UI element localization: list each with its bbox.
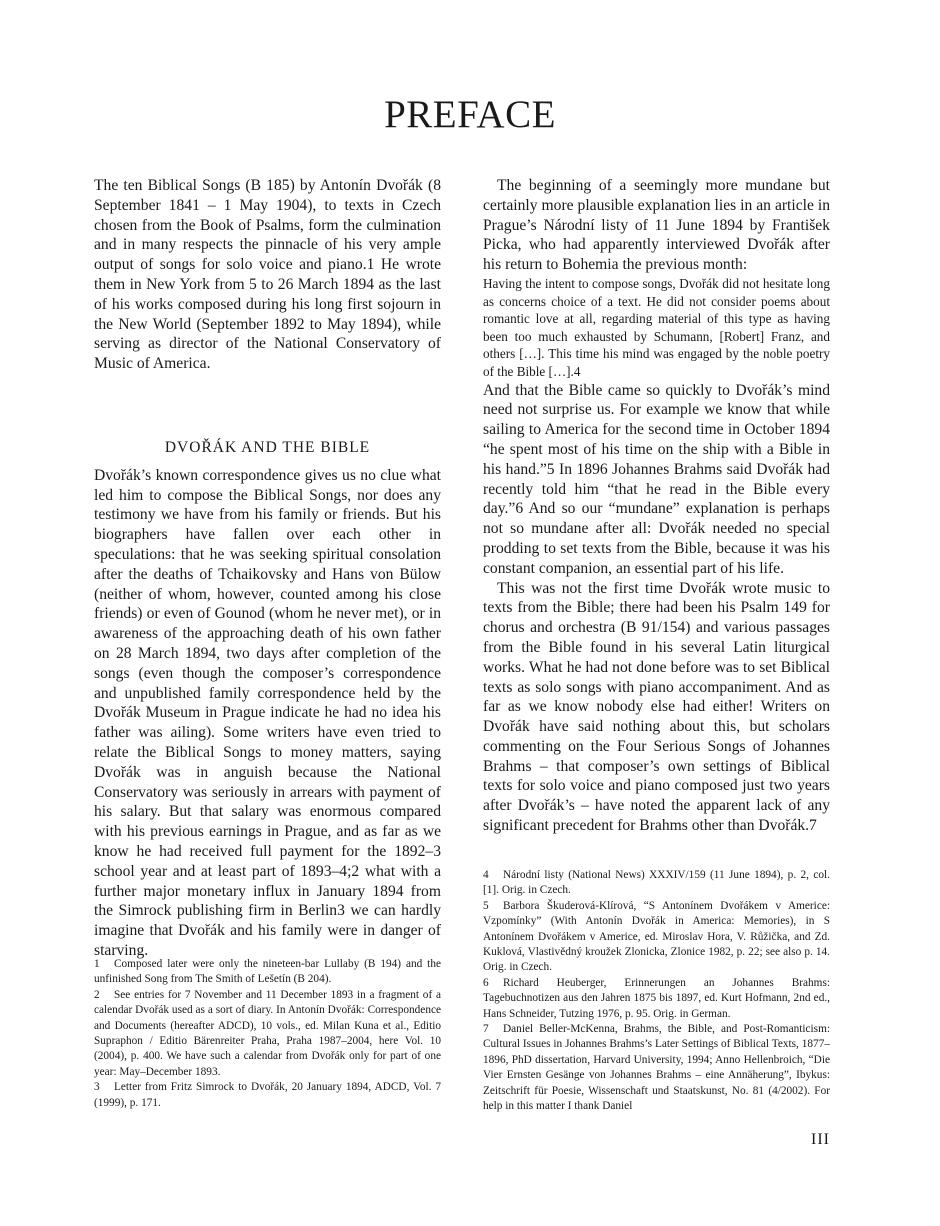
footnote-text: Národní listy (National News) XXXIV/159 (11 June 1894), p. 2, col. [1]. Orig. in Czech.: [483, 869, 830, 897]
section-heading: DVOŘÁK AND THE BIBLE: [164, 438, 371, 456]
footnote: [483, 976, 830, 1022]
intro-paragraph: The ten Biblical Songs (B 185) by Antonín Dvořák (8 September 1841 – 1 May 1904), to texts in Czech chosen from the Book of Psalms, form the culmination and in many respects the pinnacle of his very ample output of songs for solo voice and piano.1 He wrote them in New York from 5 to 26 March 1894 as the last of his works composed during his long first sojourn in the New World (September 1892 to May 1894), while serving as director of the National Conservatory of Music of America.: [94, 177, 441, 373]
footnote-text: Richard Heuberger, Erinnerungen an Johannes Brahms: Tagebuchnotizen aus den Jahren 1875 bis 1897, ed. Kurt Hofmann, 2nd ed., Hans Schneider, Tutzing 1976, p. 95. Orig. in German.: [483, 976, 830, 1020]
footnote-number: 6: [483, 976, 489, 989]
footnote-number: 4: [483, 869, 489, 881]
footnote-number: 7: [483, 1023, 489, 1036]
block-quote: Having the intent to compose songs, Dvořák did not hesitate long as concerns choice of a text. He did not consider poems about romantic love at all, regarding material of this type as having been too much exhausted by Schumann, [Robert] Franz, and others […]. This time his mind was engaged by the noble poetry of the Bible […].4: [483, 275, 830, 379]
left-column: [94, 176, 441, 961]
footnotes-left: [94, 957, 441, 1111]
footnote: [94, 957, 441, 988]
footnote-number: 2: [94, 988, 100, 1001]
footnote: [483, 1022, 830, 1114]
right-column: [483, 176, 830, 836]
body-paragraph: Dvořák’s known correspondence gives us no clue what led him to compose the Biblical Songs, nor does any testimony we have from his family or friends. But his biographers have fallen over each other in speculations: that he was seeking spiritual consolation after the deaths of Tchaikovsky and Hans von Bülow (neither of whom, however, counted among his close friends) or even of Gounod (whom he never met), or in awareness of the approaching death of his own father on 28 March 1894, two days after completion of the songs (even though the composer’s correspondence and unpublished family correspondence held by the Dvořák Museum in Prague indicate he had no idea his father was ailing). Some writers have even tried to relate the Biblical Songs to money matters, saying Dvořák was in anguish because the National Conservatory was seriously in arrears with payment of his salary. But that salary was enormous compared with his previous earnings in Prague, and as far as we know he had received full payment for the 1892–3 school year and at least part of 1893–4;2 what with a further major monetary influx in January 1894 from the Simrock publishing firm in Berlin3 we can hardly imagine that Dvořák and his family were in danger of starving.: [94, 466, 441, 959]
footnote-number: 3: [94, 1081, 100, 1094]
footnote-text: Daniel Beller-McKenna, Brahms, the Bible, and Post-Romanticism: Cultural Issues in Johannes Brahms’s Later Settings of Biblical Texts, 1877–1896, PhD dissertation, Harvard University, 1994; Anno Hellenbroich, “Die Vier Ernsten Gesänge von Johannes Brahms – eine Annäherung”, Ibykus: Zeitschrift für Poesie, Wissenschaft und Staatskunst, No. 81 (4/2002). For help in this matter I thank Daniel: [483, 1023, 830, 1113]
right-paragraph-1: The beginning of a seemingly more mundane but certainly more plausible explanation lies in an article in Prague’s Národní listy of 11 June 1894 by František Picka, who had apparently interviewed Dvořák after his return to Bohemia the previous month:: [483, 177, 830, 274]
footnote-text: Composed later were only the nineteen-bar Lullaby (B 194) and the unfinished Song from The Smith of Lešetín (B 204).: [94, 958, 441, 986]
footnotes-right: [483, 868, 830, 1115]
footnote-number: 1: [94, 958, 100, 970]
footnote: [483, 899, 830, 976]
right-paragraph-2: And that the Bible came so quickly to Dvořák’s mind need not surprise us. For example we know that while sailing to America for the second time in October 1894 “he spent most of his time on the ship with a Bible in his hand.”5 In 1896 Johannes Brahms said Dvořák had recently told him “that he read in the Bible every day.”6 And so our “mundane” explanation is perhaps not so mundane after all: Dvořák needed no special prodding to set texts from the Bible, because it was his constant companion, an essential part of his life.: [483, 381, 830, 577]
footnote: [483, 868, 830, 899]
footnote-number: 5: [483, 899, 489, 912]
footnote: [94, 988, 441, 1080]
page-number: III: [811, 1131, 830, 1148]
footnote-text: See entries for 7 November and 11 December 1893 in a fragment of a calendar Dvořák used as a sort of diary. In Antonín Dvořák: Correspondence and Documents (hereafter ADCD), 10 vols., ed. Milan Kuna et al., Editio Supraphon / Editio Bärenreiter Praha, Praha 1987–2004, here Vol. 10 (2004), p. 400. We have such a calendar from Dvořák only for part of one year: May–December 1893.: [94, 988, 441, 1078]
footnote-text: Letter from Fritz Simrock to Dvořák, 20 January 1894, ADCD, Vol. 7 (1999), p. 171.: [94, 1081, 441, 1109]
footnote-text: Barbora Škuderová-Klírová, “S Antonínem Dvořákem v Americe: Vzpomínky” (With Antonín Dvořák in America: Memories), in S Antonínem Dvořákem v Americe, ed. Miroslav Hora, V. Růžička, and Zd. Kuklová, Vlastivědný kroužek Zlonicka, Zlonice 1982, p. 22; see also p. 14. Orig. in Czech.: [483, 899, 830, 974]
right-paragraph-3: This was not the first time Dvořák wrote music to texts from the Bible; there had been his Psalm 149 for chorus and orchestra (B 91/154) and various passages from the Bible found in his several Latin liturgical works. What he had not done before was to set Biblical texts as solo songs with piano accompaniment. And as far as we know nobody else had either! Writers on Dvořák have said nothing about this, but scholars commenting on the Four Serious Songs of Johannes Brahms – that composer’s own settings of Biblical texts for solo voice and piano composed just two years after Dvořák’s – have noted the apparent lack of any significant precedent for Brahms other than Dvořák.7: [483, 579, 830, 835]
footnote: [94, 1080, 441, 1111]
page-title: PREFACE: [384, 93, 556, 136]
